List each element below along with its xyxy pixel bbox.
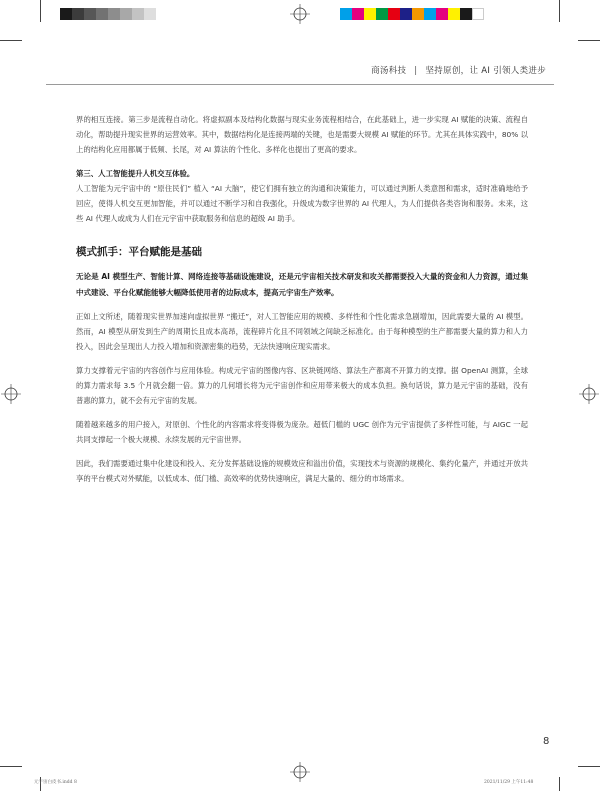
gray-swatch <box>72 8 84 20</box>
page-content <box>76 112 528 486</box>
color-swatch <box>448 8 460 20</box>
crop-mark <box>578 766 600 767</box>
page-number: 8 <box>543 736 550 747</box>
gray-swatch <box>108 8 120 20</box>
header-company: 商汤科技 <box>371 66 407 76</box>
gray-swatch <box>120 8 132 20</box>
paragraph-compute: 算力支撑着元宇宙的内容创作与应用体验。构成元宇宙的图像内容、区块链网络、算法生产都离不开算力的支撑。据 OpenAI 测算，全球的算力需求每 3.5 个月就会翻一倍。算力的几何增长将为元宇宙创作和应用带来极大的成本负担。换句话说，算力是元宇宙的基础，没有普惠的算力，就不会有元宇宙的发展。 <box>76 366 528 405</box>
color-swatch <box>436 8 448 20</box>
registration-mark-icon <box>579 384 599 404</box>
lead-paragraph: 无论是 AI 模型生产、智能计算、网络连接等基础设施建设，还是元宇宙相关技术研发和攻关都需要投入大量的资金和人力资源，通过集中式建设、平台化赋能能够大幅降低使用者的边际成本，提高元宇宙生产效率。 <box>76 272 528 297</box>
color-swatch <box>424 8 436 20</box>
registration-mark-icon <box>290 762 310 782</box>
paragraph-heading-interaction: 第三、人工智能提升人机交互体验。 <box>76 169 195 178</box>
paragraph-conclusion: 因此，我们需要通过集中化建设和投入、充分发挥基础设施的规模效应和溢出价值，实现技术与资源的规模化、集约化量产，并通过开放共享的平台模式对外赋能，以低成本、低门槛、高效率的优势快速响应，满足大量的、细分的市场需求。 <box>76 459 528 483</box>
cmyk-color-bar <box>340 8 484 20</box>
color-swatch <box>376 8 388 20</box>
paragraph-ai-models: 正如上文所述，随着现实世界加速向虚拟世界 “搬迁”，对人工智能应用的规模、多样性和个性化需求急剧增加，因此需要大量的 AI 模型。然而，AI 模型从研发到生产的周期长且成本高昂，流程碎片化且不同领域之间缺乏标准化。由于每种模型的生产都需要大量的算力和人力投入，因此会呈现出人力投入增加和资源密集的趋势，无法快速响应现实需求。 <box>76 312 528 351</box>
section-title: 模式抓手：平台赋能是基础 <box>76 246 202 258</box>
color-swatch <box>472 8 484 20</box>
print-slug-date: 2021/11/29 上午11:48 <box>484 780 534 785</box>
crop-mark <box>40 0 41 22</box>
registration-mark-icon <box>290 4 310 24</box>
crop-mark <box>0 40 22 41</box>
paragraph-structured-data: 界的相互连接。第三步是流程自动化。将虚拟副本及结构化数据与现实业务流程相结合，在此基础上，进一步实现 AI 赋能的决策、流程自动化，帮助提升现实世界的运营效率。其中，数据结构化是连接两端的关键，也是需要大规模 AI 赋能的环节。尤其在具体实践中，80% 以上的结构化应用都属于低频、长尾，对 AI 算法的个性化、多样化也提出了更高的要求。 <box>76 115 528 154</box>
color-swatch <box>460 8 472 20</box>
color-swatch <box>412 8 424 20</box>
crop-mark <box>0 766 22 767</box>
color-swatch <box>388 8 400 20</box>
header-separator: | <box>414 66 418 76</box>
color-swatch <box>364 8 376 20</box>
gray-swatch <box>144 8 156 20</box>
gray-swatch <box>132 8 144 20</box>
color-swatch <box>400 8 412 20</box>
print-slug-file: 元宇宙白皮书.indd 8 <box>34 780 77 785</box>
header-divider <box>46 84 554 85</box>
color-swatch <box>340 8 352 20</box>
gray-swatch <box>60 8 72 20</box>
paragraph-ugc: 随着越来越多的用户接入，对原创、个性化的内容需求将变得极为庞杂。超低门槛的 UGC 创作为元宇宙提供了多样性可能，与 AIGC 一起共同支撑起一个极大规模、永续发展的元宇宙世界。 <box>76 420 528 444</box>
gray-swatch <box>84 8 96 20</box>
grayscale-color-bar <box>60 8 156 20</box>
crop-mark <box>578 40 600 41</box>
gray-swatch <box>96 8 108 20</box>
running-header <box>371 64 546 76</box>
crop-mark <box>559 777 560 791</box>
color-swatch <box>352 8 364 20</box>
crop-mark <box>559 0 560 22</box>
paragraph-ai-agents: 人工智能为元宇宙中的 “原住民们” 植入 “AI 大脑”，使它们拥有独立的沟通和决策能力，可以通过判断人类意图和需求，适时准确地给予回应，使得人机交互更加智能，并可以通过不断学习和自我强化，升级成为数字世界的 AI 代理人，为人们提供各类咨询和服务。未来，这些 AI 代理人或成为人们在元宇宙中获取服务和信息的超级 AI 助手。 <box>76 184 528 223</box>
header-slogan: 坚持原创，让 AI 引领人类进步 <box>425 66 546 76</box>
registration-mark-icon <box>1 384 21 404</box>
